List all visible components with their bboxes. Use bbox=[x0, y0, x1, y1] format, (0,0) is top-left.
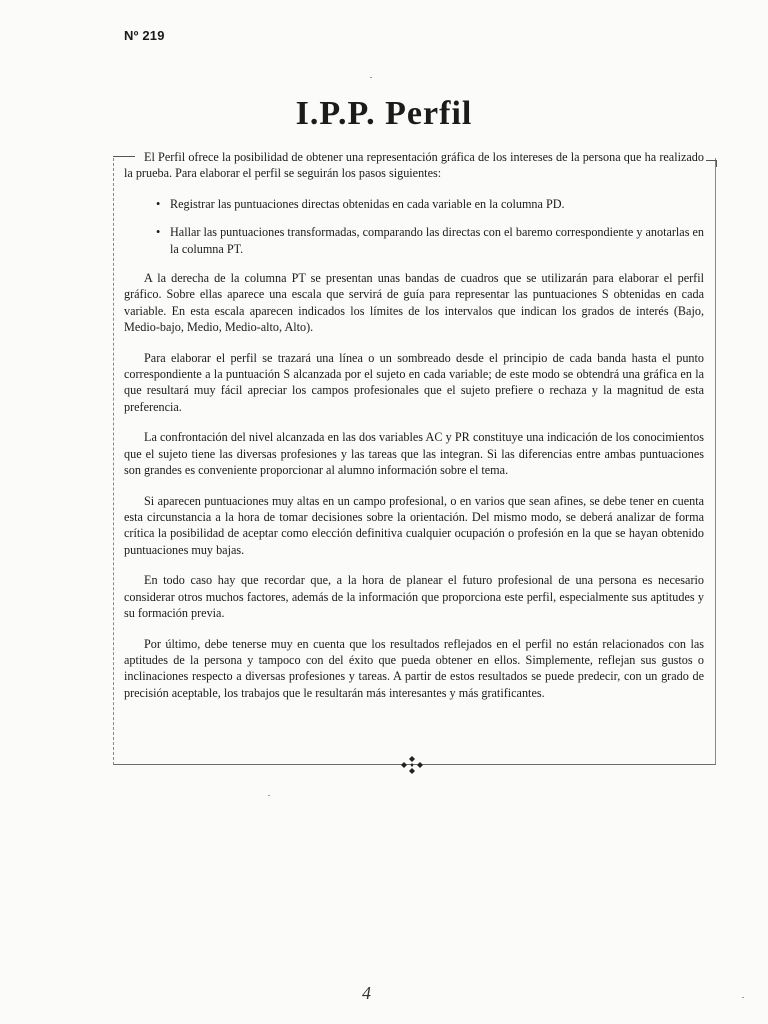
paragraph: Para elaborar el perfil se trazará una línea o un sombreado desde el principio de cada banda hasta el punto correspondiente a la puntuación S alcanzada por el sujeto en cada variable; de este modo se obtendrá una gráfica en la que resultará muy fácil apreciar los campos profesionales que el sujeto prefiere o rechaza y la magnitud de esta preferencia. bbox=[124, 350, 704, 414]
frame-corner-top-right bbox=[706, 160, 717, 167]
scan-speck bbox=[268, 795, 270, 796]
paragraph: A la derecha de la columna PT se presentan unas bandas de cuadros que se utilizarán para elaborar el perfil gráfico. Sobre ellas aparece una escala que servirá de guía para representar las puntuaciones S obtenidas en cada variable. En esta escala aparecen indicados los límites de los intervalos que indican los grados de interés (Bajo, Medio-bajo, Medio, Medio-alto, Alto). bbox=[124, 270, 704, 334]
step-text: Hallar las puntuaciones transformadas, comparando las directas con el baremo correspondiente y anotarlas en la columna PT. bbox=[170, 225, 705, 256]
list-item bbox=[156, 196, 704, 212]
paragraph: En todo caso hay que recordar que, a la hora de planear el futuro profesional de una persona es necesario considerar otros muchos factores, además de la información que proporciona este perfil, especialmente sus aptitudes y su formación previa. bbox=[124, 573, 704, 621]
diamond-ornament-icon bbox=[400, 755, 424, 775]
page-title: I.P.P. Perfil bbox=[295, 95, 473, 132]
step-text: Registrar las puntuaciones directas obtenidas en cada variable en la columna PD. bbox=[170, 197, 565, 212]
page-number: 4 bbox=[362, 983, 371, 1003]
paragraph: La confrontación del nivel alcanzada en las dos variables AC y PR constituye una indicación de los conocimientos que el sujeto tiene las diversas profesiones y las tareas que las integran. Si las diferencias entre ambas puntuaciones son grandes es conveniente proporcionar al alumno información sobre el tema. bbox=[124, 430, 704, 477]
scan-speck bbox=[370, 77, 372, 78]
document-number: Nº 219 bbox=[124, 28, 165, 43]
bullet-icon: • bbox=[156, 197, 161, 212]
list-item bbox=[156, 224, 704, 257]
bullet-icon: • bbox=[156, 225, 161, 240]
body-text bbox=[124, 149, 704, 716]
paragraph: Por último, debe tenerse muy en cuenta que los resultados reflejados en el perfil no están relacionados con las aptitudes de la persona y tampoco con del éxito que pueda obtener en ellos. Simplemente, reflejan sus gustos o inclinaciones respecto a diversas profesiones y tareas. A partir de estos resultados se puede predecir, con un grado de precisión aceptable, los trabajos que le resultarán más interesantes y más gratificantes. bbox=[124, 636, 704, 700]
scan-speck bbox=[742, 997, 744, 998]
paragraph: Si aparecen puntuaciones muy altas en un campo profesional, o en varios que sean afines, se debe tener en cuenta esta circunstancia a la hora de tomar decisiones sobre la orientación. Del mismo modo, se deberá analizar de forma crítica la posibilidad de aceptar como elección definitiva cualquier ocupación o profesión en la que se hayan obtenido puntuaciones muy bajas. bbox=[124, 493, 704, 557]
intro-paragraph: El Perfil ofrece la posibilidad de obtener una representación gráfica de los intereses de la persona que ha realizado la prueba. Para elaborar el perfil se seguirán los pasos siguientes: bbox=[124, 150, 704, 181]
steps-list bbox=[124, 196, 704, 257]
